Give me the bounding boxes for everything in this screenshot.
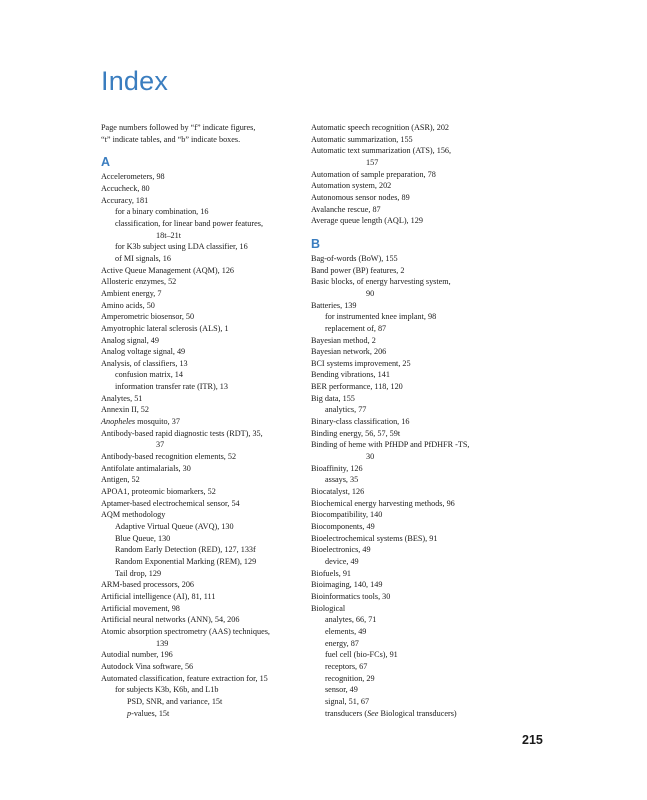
index-entry-continuation: [101, 439, 306, 451]
entry-text: Analog signal, 49: [101, 335, 159, 345]
index-subentry: [101, 568, 306, 580]
index-subentry: [101, 381, 306, 393]
entry-text: analytics, 77: [325, 405, 367, 415]
entry-italic-text: Anopheles: [101, 417, 136, 427]
entry-text: Bioelectronics, 49: [311, 545, 371, 555]
entry-text: Biochemical energy harvesting methods, 96: [311, 498, 455, 508]
entry-text: Analog voltage signal, 49: [101, 347, 186, 357]
entry-text: Bending vibrations, 141: [311, 370, 390, 380]
entry-text: energy, 87: [325, 638, 359, 648]
index-subentry: [101, 253, 306, 265]
entry-text: Bioinformatics tools, 30: [311, 591, 391, 601]
index-entry: [101, 276, 306, 288]
index-entry: [311, 521, 516, 533]
index-subentry: [311, 696, 516, 708]
entry-text: Ambient energy, 7: [101, 288, 162, 298]
entry-text: Biological: [311, 603, 346, 613]
section-letter-a: A: [101, 155, 111, 170]
index-entry: [101, 603, 306, 615]
index-subentry: [101, 218, 306, 230]
entry-text: Atomic absorption spectrometry (AAS) techniques,: [101, 626, 270, 636]
index-entry: [311, 439, 516, 451]
entry-text: Artificial movement, 98: [101, 603, 180, 613]
entry-text: Binding energy, 56, 57, 59t: [311, 428, 401, 438]
index-entry-continuation: [101, 638, 306, 650]
index-subentry: [101, 556, 306, 568]
index-entry: [311, 335, 516, 347]
entry-text: Biofuels, 91: [311, 568, 352, 578]
index-entry-continuation: [101, 230, 306, 242]
index-entry: [101, 661, 306, 673]
entry-text: Batteries, 139: [311, 300, 357, 310]
entry-text: receptors, 67: [325, 661, 368, 671]
entry-text: replacement of, 87: [325, 323, 387, 333]
index-entry: [311, 145, 516, 157]
index-entry: [311, 276, 516, 288]
index-subentry: [311, 474, 516, 486]
entry-text: Big data, 155: [311, 393, 355, 403]
index-entry: [311, 393, 516, 405]
index-entry: [101, 323, 306, 335]
entry-text: Binary-class classification, 16: [311, 417, 410, 427]
entry-text: BER performance, 118, 120: [311, 382, 403, 392]
entry-text: Antibody-based recognition elements, 52: [101, 452, 237, 462]
entry-text: Random Early Detection (RED), 127, 133f: [115, 545, 256, 555]
entry-text: Automated classification, feature extraction for, 15: [101, 673, 268, 683]
index-entry: [101, 346, 306, 358]
entry-text: AQM methodology: [101, 510, 166, 520]
index-entry: [101, 404, 306, 416]
index-entry: [311, 134, 516, 146]
index-subentry: [311, 626, 516, 638]
entry-text: signal, 51, 67: [325, 696, 370, 706]
entry-text: Antigen, 52: [101, 475, 140, 485]
index-subentry: [311, 684, 516, 696]
index-entry: [101, 428, 306, 440]
entry-text: Binding of heme with PfHDP and PfDHFR -TS,: [311, 440, 470, 450]
entry-text: Biocomponents, 49: [311, 522, 375, 531]
intro-line: “t” indicate tables, and “b” indicate boxes.: [101, 134, 241, 144]
entry-text: elements, 49: [325, 626, 367, 636]
index-entry: [101, 393, 306, 405]
entry-text: Autonomous sensor nodes, 89: [311, 192, 410, 202]
entry-text: Bayesian method, 2: [311, 335, 376, 345]
entry-text: device, 49: [325, 556, 359, 566]
page-number: 215: [522, 733, 543, 747]
index-subentry: [311, 638, 516, 650]
entry-text: Tail drop, 129: [115, 568, 162, 578]
entry-text: Bayesian network, 206: [311, 347, 387, 357]
entry-text: Bioimaging, 140, 149: [311, 580, 383, 590]
entry-text: Analysis, of classifiers, 13: [101, 358, 188, 368]
entry-text: Automation system, 202: [311, 181, 392, 191]
index-entry: [311, 533, 516, 545]
index-subentry: [101, 544, 306, 556]
entry-text: 30: [366, 452, 375, 462]
entry-text: Active Queue Management (AQM), 126: [101, 265, 235, 275]
index-subentry: [311, 311, 516, 323]
entry-text: assays, 35: [325, 475, 359, 485]
entry-text: analytes, 66, 71: [325, 615, 377, 625]
index-entry: [101, 171, 306, 183]
index-entry: [311, 204, 516, 216]
index-title: Index: [101, 66, 169, 96]
index-entry: [311, 300, 516, 312]
entry-text: 139: [156, 638, 169, 648]
index-entry: [101, 416, 306, 428]
index-entry: [101, 195, 306, 207]
index-subentry: [101, 521, 306, 533]
entry-text: Allosteric enzymes, 52: [101, 277, 177, 287]
index-entry: [311, 369, 516, 381]
entry-text: ARM-based processors, 206: [101, 580, 195, 590]
index-subentry: [311, 404, 516, 416]
index-intro-note: [101, 122, 306, 145]
index-entry: [311, 591, 516, 603]
entry-text: -values, 15t: [131, 708, 170, 718]
index-entry: [101, 649, 306, 661]
index-entry: [101, 265, 306, 277]
entry-text: Autodock Vina software, 56: [101, 661, 194, 671]
index-entry: [101, 183, 306, 195]
index-entry: [311, 416, 516, 428]
entry-text: fuel cell (bio-FCs), 91: [325, 650, 398, 660]
index-entry: [311, 169, 516, 181]
index-entry: [311, 509, 516, 521]
index-entry: [311, 544, 516, 556]
entry-text: Analytes, 51: [101, 393, 143, 403]
index-subentry: [101, 533, 306, 545]
entry-text: Accucheck, 80: [101, 183, 150, 193]
index-entry: [311, 215, 516, 227]
entry-text: for instrumented knee implant, 98: [325, 312, 437, 322]
index-entry: [311, 253, 516, 265]
entry-text: Avalanche rescue, 87: [311, 204, 381, 214]
index-subentry: [101, 696, 306, 708]
index-entry: [311, 358, 516, 370]
entry-text: Automatic text summarization (ATS), 156,: [311, 146, 452, 156]
entry-text: Annexin II, 52: [101, 405, 149, 415]
entry-text: PSD, SNR, and variance, 15t: [127, 696, 223, 706]
index-entry: [101, 451, 306, 463]
entry-text: APOA1, proteomic biomarkers, 52: [101, 487, 216, 497]
index-subentry: [101, 206, 306, 218]
index-entry: [311, 568, 516, 580]
index-entry: [101, 335, 306, 347]
index-subentry: [101, 684, 306, 696]
index-entry: [311, 180, 516, 192]
entry-text: 37: [156, 440, 165, 450]
index-entry: [311, 579, 516, 591]
entry-text: Automatic speech recognition (ASR), 202: [311, 123, 450, 132]
index-subentry: [311, 614, 516, 626]
index-entry: [311, 603, 516, 615]
index-subentry: [311, 649, 516, 661]
index-entry: [101, 509, 306, 521]
entry-text: Antifolate antimalarials, 30: [101, 463, 191, 473]
index-entry: [101, 626, 306, 638]
entry-italic-text: See: [367, 708, 379, 718]
index-subentry: [311, 556, 516, 568]
entry-text: Blue Queue, 130: [115, 533, 171, 543]
index-subentry: [311, 661, 516, 673]
entry-italic-text: p: [127, 708, 132, 718]
entry-text: Autodial number, 196: [101, 650, 173, 660]
index-entry: [101, 311, 306, 323]
entry-text: Amino acids, 50: [101, 300, 155, 310]
index-entry: [101, 579, 306, 591]
index-subentry: [311, 323, 516, 335]
index-entry: [311, 381, 516, 393]
entry-text: Artificial neural networks (ANN), 54, 206: [101, 615, 240, 625]
index-subentry: [101, 241, 306, 253]
entry-text: Accelerometers, 98: [101, 172, 165, 182]
entry-text: Artificial intelligence (AI), 81, 111: [101, 591, 216, 601]
entry-text: Bioaffinity, 126: [311, 463, 363, 473]
section-letter-b: B: [311, 236, 321, 251]
index-subentry: [311, 673, 516, 685]
entry-text: Automation of sample preparation, 78: [311, 169, 436, 179]
entry-text: Aptamer-based electrochemical sensor, 54: [101, 498, 240, 508]
index-entry: [101, 486, 306, 498]
entry-text: Amyotrophic lateral sclerosis (ALS), 1: [101, 323, 229, 333]
entry-text: BCI systems improvement, 25: [311, 358, 411, 368]
index-entry: [101, 614, 306, 626]
index-entry: [101, 463, 306, 475]
entry-text: Basic blocks, of energy harvesting system,: [311, 277, 451, 287]
entry-text: recognition, 29: [325, 673, 375, 683]
entry-text: Random Exponential Marking (REM), 129: [115, 556, 257, 566]
index-subentry: [101, 708, 306, 720]
index-entry: [101, 673, 306, 685]
entry-text: for K3b subject using LDA classifier, 16: [115, 242, 248, 252]
entry-text: Band power (BP) features, 2: [311, 265, 405, 275]
entry-text: 90: [366, 288, 375, 298]
index-entry: [311, 428, 516, 440]
entry-text: Adaptive Virtual Queue (AVQ), 130: [115, 522, 234, 531]
entry-text: 18t–21t: [156, 230, 182, 240]
index-entry: [311, 486, 516, 498]
index-entry: [101, 300, 306, 312]
index-entry-continuation: [311, 157, 516, 169]
entry-text: mosquito, 37: [135, 417, 180, 427]
entry-text: for subjects K3b, K6b, and L1b: [115, 685, 219, 695]
entry-text: information transfer rate (ITR), 13: [115, 382, 228, 392]
index-entry: [101, 474, 306, 486]
entry-text: confusion matrix, 14: [115, 370, 183, 380]
index-entry: [101, 288, 306, 300]
index-entry: [311, 498, 516, 510]
index-column-left: [101, 122, 306, 719]
index-entry: [311, 463, 516, 475]
index-entry: [311, 122, 516, 134]
index-entry: [101, 591, 306, 603]
index-entry: [311, 192, 516, 204]
entry-text: Bag-of-words (BoW), 155: [311, 253, 398, 263]
index-subentry: [101, 369, 306, 381]
entry-text: Amperometric biosensor, 50: [101, 312, 195, 322]
entry-text: Biocatalyst, 126: [311, 487, 365, 497]
entry-text: Biocompatibility, 140: [311, 510, 383, 520]
entry-text: 157: [366, 157, 379, 167]
entry-text: classification, for linear band power features,: [115, 218, 263, 228]
entry-text: Average queue length (AQL), 129: [311, 216, 423, 226]
entry-text: sensor, 49: [325, 685, 358, 695]
entry-text: of MI signals, 16: [115, 253, 171, 263]
intro-line: Page numbers followed by “f” indicate figures,: [101, 123, 256, 132]
entry-text: Biological transducers): [378, 708, 457, 718]
index-entry-continuation: [311, 288, 516, 300]
entry-text: Accuracy, 181: [101, 195, 149, 205]
index-entry: [101, 358, 306, 370]
entry-text: Bioelectrochemical systems (BES), 91: [311, 533, 438, 543]
entry-text: Automatic summarization, 155: [311, 134, 413, 144]
index-column-right: [311, 122, 516, 719]
entry-text: Antibody-based rapid diagnostic tests (RDT), 35,: [101, 428, 263, 438]
index-entry: [311, 346, 516, 358]
entry-text: transducers (: [325, 708, 368, 718]
index-subentry: [311, 708, 516, 720]
index-entry-continuation: [311, 451, 516, 463]
entry-text: for a binary combination, 16: [115, 207, 209, 217]
index-entry: [101, 498, 306, 510]
index-entry: [311, 265, 516, 277]
